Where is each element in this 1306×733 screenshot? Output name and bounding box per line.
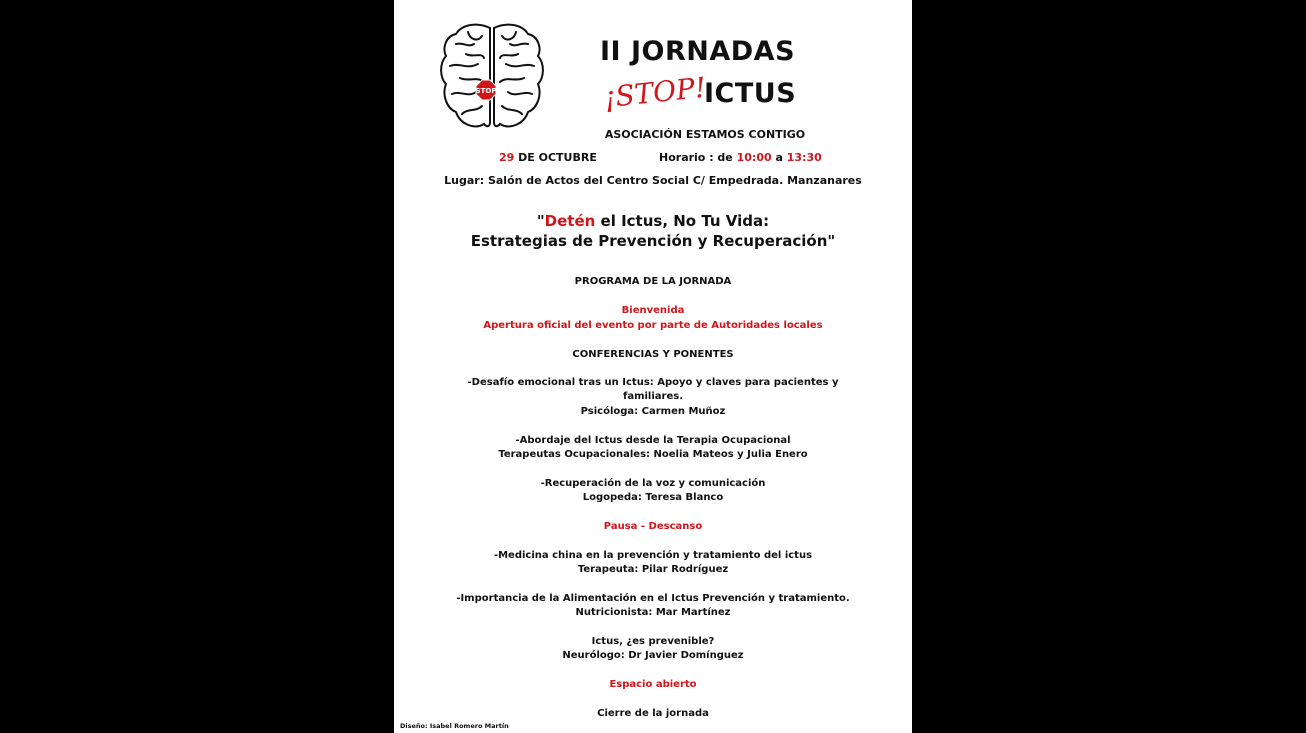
- date-month: DE OCTUBRE: [518, 151, 597, 164]
- event-poster: [394, 0, 912, 733]
- talk3-title: -Recuperación de la voz y comunicación: [540, 478, 766, 489]
- talk2-title: -Abordaje del Ictus desde la Terapia Ocupacional: [515, 435, 791, 446]
- slogan-quote: ": [536, 212, 545, 230]
- talk6-speaker: Neurólogo: Dr Javier Domínguez: [562, 650, 744, 661]
- opening: Apertura oficial del evento por parte de Autoridades locales: [483, 320, 823, 331]
- stop-sign-text: STOP: [475, 87, 497, 95]
- design-credit: Diseño: Isabel Romero Martín: [400, 722, 509, 730]
- talk4-speaker: Terapeuta: Pilar Rodríguez: [577, 564, 729, 575]
- talk3-speaker: Logopeda: Teresa Blanco: [582, 492, 724, 503]
- title-ictus: ICTUS: [704, 78, 797, 109]
- schedule-label: Horario : de: [659, 151, 733, 164]
- welcome: Bienvenida: [621, 305, 685, 316]
- title-stop: ¡STOP!: [602, 70, 708, 115]
- start-time: 10:00: [736, 151, 772, 164]
- talk2-speaker: Terapeutas Ocupacionales: Noelia Mateos y Julia Enero: [498, 449, 808, 460]
- end-time: 13:30: [786, 151, 822, 164]
- event-date: [499, 151, 597, 164]
- time-separator: a: [775, 151, 783, 164]
- program-heading: PROGRAMA DE LA JORNADA: [574, 276, 732, 287]
- closing: Cierre de la jornada: [597, 708, 709, 719]
- slogan-highlight: Detén: [544, 212, 596, 230]
- conferences-heading: CONFERENCIAS Y PONENTES: [572, 349, 734, 360]
- talk1-speaker: Psicóloga: Carmen Muñoz: [580, 406, 726, 417]
- talk4-title: -Medicina china en la prevención y tratamiento del ictus: [493, 550, 813, 561]
- association-name: ASOCIACIÓN ESTAMOS CONTIGO: [604, 128, 806, 141]
- brain-stop-icon: [438, 20, 546, 136]
- slogan-line1: [394, 212, 912, 230]
- title-ii-jornadas: II JORNADAS: [600, 36, 796, 67]
- talk5-speaker: Nutricionista: Mar Martínez: [575, 607, 731, 618]
- slogan-rest: el Ictus, No Tu Vida:: [595, 212, 770, 230]
- talk5-title: -Importancia de la Alimentación en el Ictus Prevención y tratamiento.: [456, 593, 850, 604]
- talk1-title-cont: familiares.: [622, 391, 683, 402]
- event-venue: Lugar: Salón de Actos del Centro Social C/ Empedrada. Manzanares: [444, 174, 862, 187]
- talk6-title: Ictus, ¿es prevenible?: [591, 636, 715, 647]
- pause: Pausa - Descanso: [603, 521, 703, 532]
- open-space: Espacio abierto: [609, 679, 697, 690]
- date-day: 29: [499, 151, 515, 164]
- event-schedule: [659, 151, 822, 164]
- slogan-line2: Estrategias de Prevención y Recuperación": [470, 232, 836, 250]
- talk1-title: -Desafío emocional tras un Ictus: Apoyo y claves para pacientes y: [467, 377, 839, 388]
